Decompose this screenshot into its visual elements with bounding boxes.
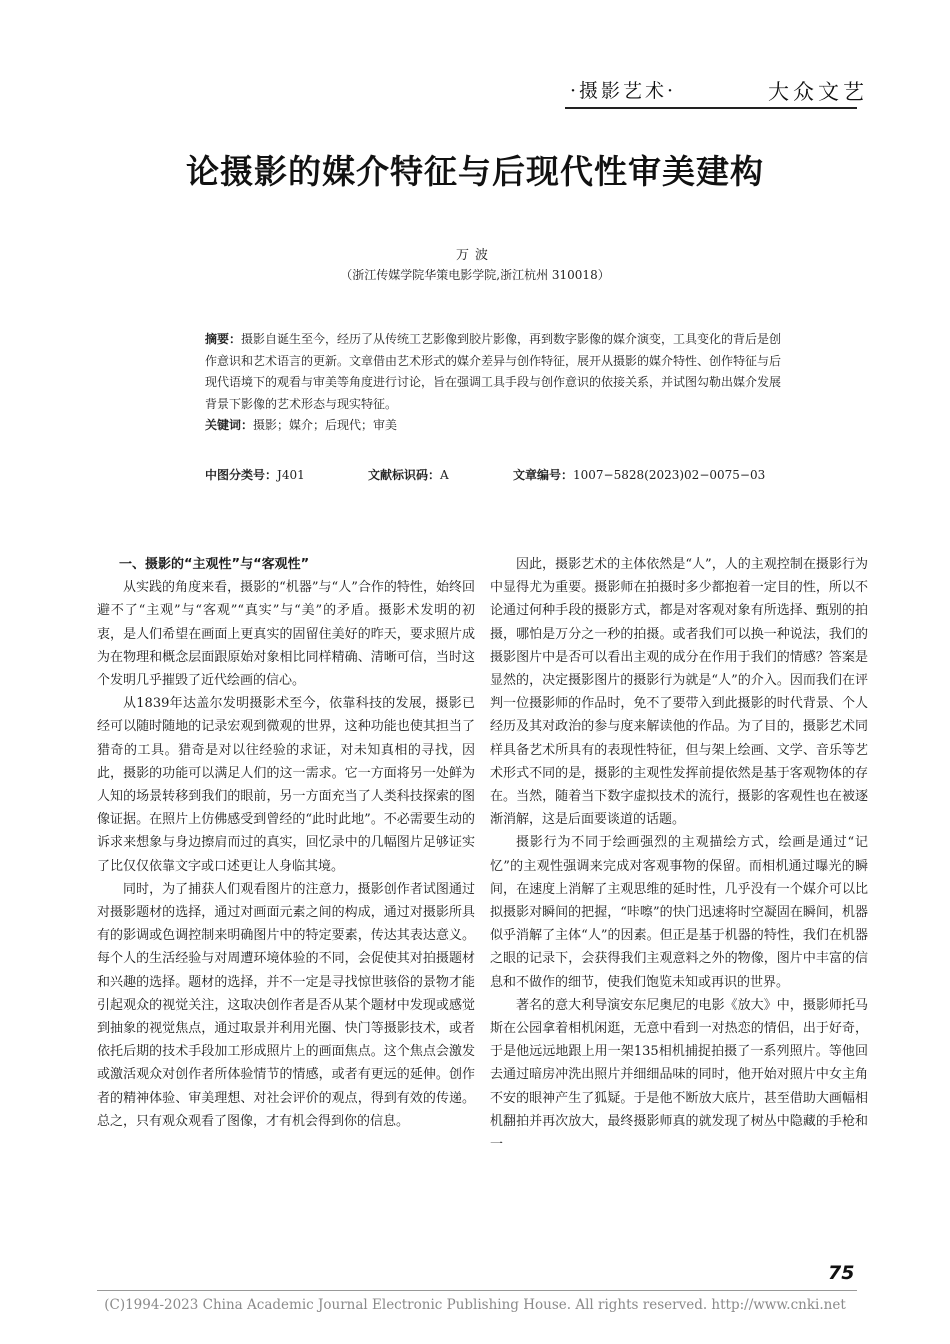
article-number [513,466,765,483]
copyright-notice: (C)1994-2023 China Academic Journal Electronic Publishing House. All rights reserved. http://www.cnki.net [104,1297,846,1313]
body-paragraph: 从实践的角度来看，摄影的“机器”与“人”合作的特性，始终回避不了“主观”与“客观”“真实”与“美”的矛盾。摄影术发明的初衷，是人们希望在画面上更真实的固留住美好的昨天，要求照片成为在物理和概念层面跟原始对象相比同样精确、清晰可信，当时这个发明几乎摧毁了近代绘画的信心。 [97,580,475,689]
footer-rule [97,1290,857,1291]
header-rule [565,107,857,109]
body-paragraph: 因此，摄影艺术的主体依然是“人”，人的主观控制在摄影行为中显得尤为重要。摄影师在拍摄时多少都抱着一定目的性，所以不论通过何种手段的摄影方式，都是对客观对象有所选择、甄别的拍摄，哪怕是万分之一秒的拍摄。或者我们可以换一种说法，我们的摄影图片中是否可以看出主观的成分在作用于我们的情感？答案是显然的，决定摄影图片的摄影行为就是“人”的介入。因而我们在评判一位摄影师的作品时，免不了要带入到此摄影的时代背景、个人经历及其对政治的参与度来解读他的作品。为了目的，摄影艺术同样具备艺术所具有的表现性特征，但与架上绘画、文学、音乐等艺术形式不同的是，摄影的主观性发挥前提依然是基于客观物体的存在。当然，随着当下数字虚拟技术的流行，摄影的客观性也在被逐渐消解，这是后面要谈道的话题。 [490,557,868,828]
abstract-block [205,329,783,415]
body-paragraph: 同时，为了捕获人们观看图片的注意力，摄影创作者试图通过对摄影题材的选择，通过对画面元素之间的构成，通过对摄影所具有的影调或色调控制来明确图片中的特定要素，传达其表达意义。每个人的生活经验与对周遭环境体验的不同，会促使其对拍摄题材和兴趣的选择。题材的选择，并不一定是寻找惊世骇俗的景物才能引起观众的视觉关注，这取决创作者是否从某个题材中发现或感觉到抽象的视觉焦点，通过取景并利用光圈、快门等摄影技术，或者依托后期的技术手段加工形成照片上的画面焦点。这个焦点会激发或激活观众对创作者所体验情节的情感，或者有更远的延伸。创作者的精神体验、审美理想、对社会评价的观点，得到有效的传递。总之，只有观众观看了图像，才有机会得到你的信息。 [97,881,475,1129]
right-column [490,553,868,1156]
document-code-value: A [440,468,449,482]
clc-value: J401 [277,468,305,482]
header-section-label: ·摄影艺术· [570,80,677,102]
author-name: 万波 [455,248,494,263]
keywords-text: 摄影；媒介；后现代；审美 [253,418,398,432]
document-code-label: 文献标识码： [368,468,441,482]
header-journal-name: 大众文艺 [768,80,868,104]
article-title: 论摄影的媒介特征与后现代性审美建构 [186,152,764,191]
article-meta [205,466,805,486]
document-code [368,466,449,483]
author-affiliation: （浙江传媒学院华策电影学院,浙江杭州 310018） [340,268,610,282]
clc-label: 中图分类号： [205,468,278,482]
body-paragraph: 摄影行为不同于绘画强烈的主观描绘方式，绘画是通过“记忆”的主观性强调来完成对客观事物的保留。而相机通过曝光的瞬间，在速度上消解了主观思维的延时性，几乎没有一个媒介可以比拟摄影对瞬间的把握，“咔嚓”的快门迅速将时空凝固在瞬间，机器似乎消解了主体“人”的因素。但正是基于机器的特性，我们在机器之眼的记录下，会获得我们主观意料之外的物像，图片中丰富的信息和不做作的细节，使我们饱览未知或再识的世界。 [490,835,868,990]
page-number: 75 [828,1262,855,1284]
keywords-label: 关键词： [205,418,254,432]
abstract-text: 摄影自诞生至今，经历了从传统工艺影像到胶片影像，再到数字影像的媒介演变，工具变化的背后是创作意识和艺术语言的更新。文章借由艺术形式的媒介差异与创作特征，展开从摄影的媒介特性、创作特征与后现代语境下的观看与审美等角度进行讨论，旨在强调工具手段与创作意识的依接关系，并试图勾勒出媒介发展背景下影像的艺术形态与现实特征。 [205,332,782,411]
article-number-value: 1007−5828(2023)02−0075−03 [573,468,766,482]
clc-number [205,466,305,483]
abstract-label: 摘要： [205,332,242,346]
left-column [97,553,475,1133]
section-heading: 一、摄影的“主观性”与“客观性” [119,557,310,572]
article-number-label: 文章编号： [513,468,574,482]
body-paragraph: 从1839年达盖尔发明摄影术至今，依靠科技的发展，摄影已经可以随时随地的记录宏观到微观的世界，这种功能也使其担当了猎奇的工具。猎奇是对以往经验的求证，对未知真相的寻找，因此，摄影的功能可以满足人们的这一需求。它一方面将另一处鲜为人知的场景转移到我们的眼前，另一方面充当了人类科技探索的图像证据。在照片上仿佛感受到曾经的“此时此地”。不必需要生动的诉求来想象与身边擦肩而过的真实，回忆录中的几幅图片足够证实了比仅仅依靠文字或口述更让人身临其境。 [97,696,475,874]
body-paragraph: 著名的意大利导演安东尼奥尼的电影《放大》中，摄影师托马斯在公园拿着相机闲逛，无意中看到一对热恋的情侣，出于好奇，于是他远远地跟上用一架135相机捕捉拍摄了一系列照片。等他回去通过暗房冲洗出照片并细细品味的同时，他开始对照片中女主角不安的眼神产生了狐疑。于是他不断放大底片，甚至借助大画幅相机翻拍并再次放大，最终摄影师真的就发现了树丛中隐藏的手枪和一 [490,997,868,1153]
keywords-block [205,416,397,433]
